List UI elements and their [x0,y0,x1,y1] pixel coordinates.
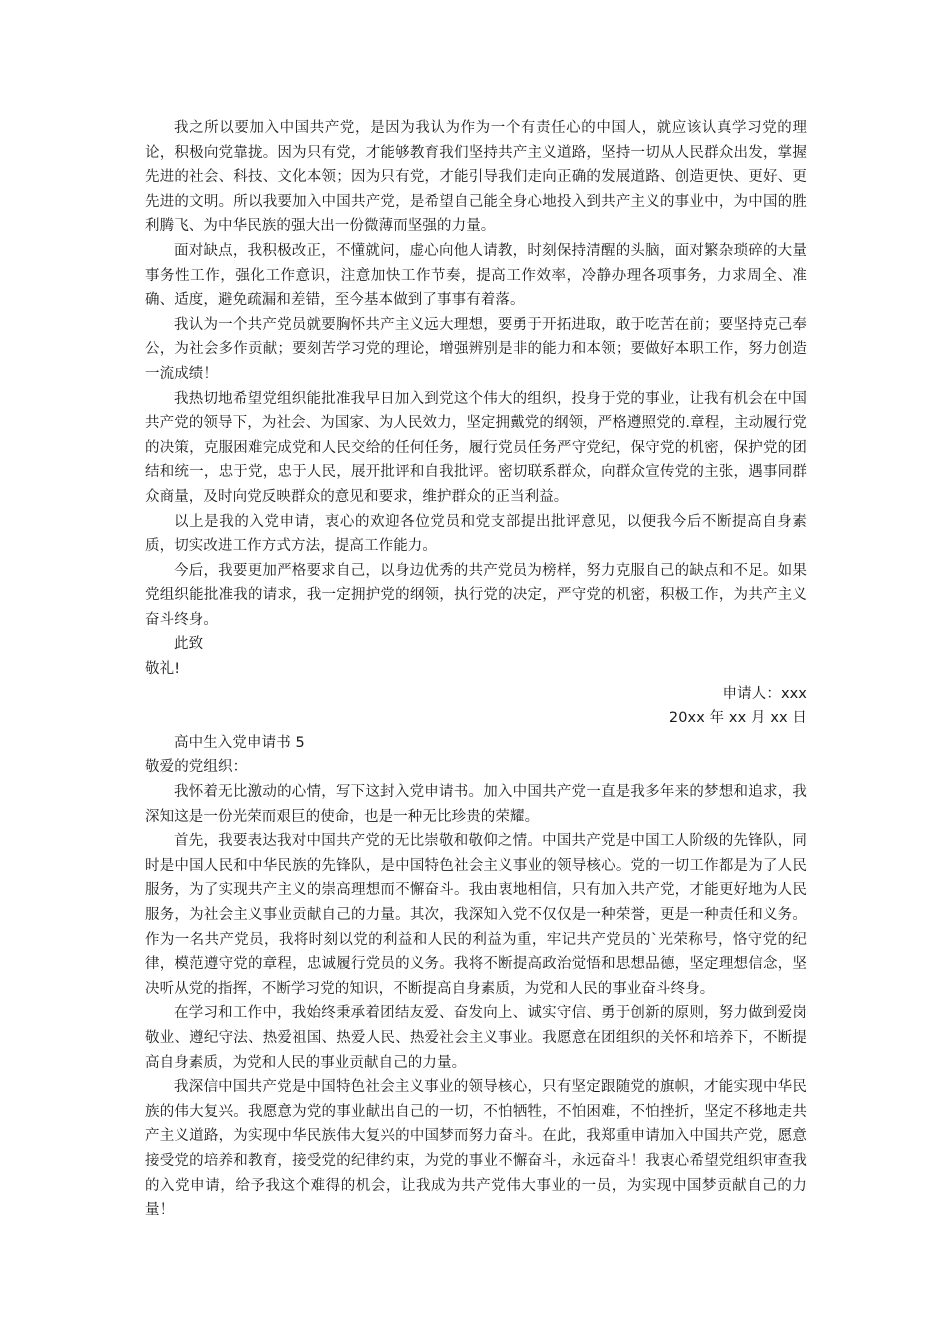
body-paragraph: 我怀着无比激动的心情，写下这封入党申请书。加入中国共产党一直是我多年来的梦想和追求，我深知这是一份光荣而艰巨的使命，也是一种无比珍贵的荣耀。 [145,784,807,825]
document-page [145,116,807,1223]
body-paragraph: 我认为一个共产党员就要胸怀共产主义远大理想，要勇于开拓进取，敢于吃苦在前；要坚持克己奉公，为社会多作贡献；要刻苦学习党的理论，增强辨别是非的能力和本领；要做好本职工作，努力创造一流成绩！ [145,316,807,382]
body-paragraph: 我之所以要加入中国共产党，是因为我认为作为一个有责任心的中国人，就应该认真学习党的理论，积极向党靠拢。因为只有党，才能够教育我们坚持共产主义道路，坚持一切从人民群众出发，掌握先进的社会、科技、文化本领；因为只有党，才能引导我们走向正确的发展道路、创造更快、更好、更先进的文明。所以我要加入中国共产党，是希望自己能全身心地投入到共产主义的事业中，为中国的胜利腾飞、为中华民族的强大出一份微薄而坚强的力量。 [145,120,807,235]
closing-greeting: 此致 [174,636,204,653]
body-paragraph: 首先，我要表达我对中国共产党的无比崇敬和敬仰之情。中国共产党是中国工人阶级的先锋队，同时是中国人民和中华民族的先锋队，是中国特色社会主义事业的领导核心。党的一切工作都是为了人民服务，为了实现共产主义的崇高理想而不懈奋斗。我由衷地相信，只有加入共产党，才能更好地为人民服务，为社会主义事业贡献自己的力量。其次，我深知入党不仅仅是一种荣誉，更是一种责任和义务。作为一名共产党员，我将时刻以党的利益和人民的利益为重，牢记共产党员的`光荣称号，恪守党的纪律，模范遵守党的章程，忠诚履行党员的义务。我将不断提高政治觉悟和思想品德，坚定理想信念，坚决听从党的指挥，不断学习党的知识，不断提高自身素质，为党和人民的事业奋斗终身。 [145,833,807,997]
body-paragraph: 以上是我的入党申请，衷心的欢迎各位党员和党支部提出批评意见，以便我今后不断提高自身素质，切实改进工作方式方法，提高工作能力。 [145,513,807,555]
body-paragraph: 在学习和工作中，我始终秉承着团结友爱、奋发向上、诚实守信、勇于创新的原则，努力做到爱岗敬业、遵纪守法、热爱祖国、热爱人民、热爱社会主义事业。我愿意在团组织的关怀和培养下，不断提高自身素质，为党和人民的事业贡献自己的力量。 [145,1005,807,1071]
body-paragraph: 面对缺点，我积极改正，不懂就问，虚心向他人请教，时刻保持清醒的头脑，面对繁杂琐碎的大量事务性工作，强化工作意识，注意加快工作节奏，提高工作效率，冷静办理各项事务，力求周全、准确、适度，避免疏漏和差错，至今基本做到了事事有着落。 [145,242,807,309]
body-paragraph: 我深信中国共产党是中国特色社会主义事业的领导核心，只有坚定跟随党的旗帜，才能实现中华民族的伟大复兴。我愿意为党的事业献出自己的一切，不怕牺牲，不怕困难，不怕挫折，坚定不移地走共产主义道路，为实现中华民族伟大复兴的中国梦而努力奋斗。在此，我郑重申请加入中国共产党，愿意接受党的培养和教育，接受党的纪律约束，为党的事业不懈奋斗，永远奋斗！我衷心希望党组织审查我的入党申请，给予我这个难得的机会，让我成为共产党伟大事业的一员，为实现中国梦贡献自己的力量！ [145,1079,807,1219]
body-paragraph: 今后，我要更加严格要求自己，以身边优秀的共产党员为榜样，努力克服自己的缺点和不足。如果党组织能批准我的请求，我一定拥护党的纲领，执行党的决定，严守党的机密，积极工作，为共产主义奋斗终身。 [145,562,807,628]
salutation: 敬爱的党组织： [145,759,248,776]
section-title: 高中生入党申请书 5 [174,734,305,751]
closing-salute: 敬礼! [145,661,181,678]
application-date: 20xx 年 xx 月 xx 日 [668,710,807,727]
applicant-signature: 申请人：xxx [722,685,807,702]
body-paragraph: 我热切地希望党组织能批准我早日加入到党这个伟大的组织，投身于党的事业，让我有机会在中国共产党的领导下，为社会、为国家、为人民效力，坚定拥戴党的纲领，严格遵照党的.章程，主动履行党的决策，克服困难完成党和人民交给的任何任务，履行党员任务严守党纪，保守党的机密，保护党的团结和统一，忠于党，忠于人民，展开批评和自我批评。密切联系群众，向群众宣传党的主张，遇事同群众商量，及时向党反映群众的意见和要求，维护群众的正当利益。 [145,390,807,505]
